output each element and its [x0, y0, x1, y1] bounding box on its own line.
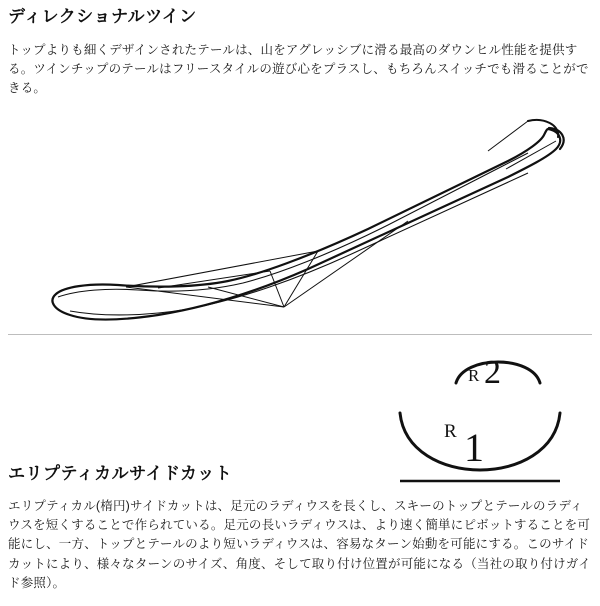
svg-text:1: 1: [464, 425, 484, 471]
ski-outline-diagram: [8, 111, 592, 326]
section-body-elliptical-sidecut: エリプティカル(楕円)サイドカットは、足元のラディウスを長くし、スキーのトップとテールのラディウスを短くすることで作られている。足元の長いラディウスは、より速く簡単にピボットすることを可能にし、一方、トップとテールのより短いラディウスは、容易なターン始動を可能にする。このサイドカットにより、様々なターンのサイズ、角度、そして取り付け位置が可能になる（当社の取り付けガイド参照）。: [8, 498, 591, 591]
svg-text:2: 2: [484, 354, 501, 392]
document-page: [0, 6, 600, 606]
section-body-directional-twin: トップよりも細くデザインされたテールは、山をアグレッシブに滑る最高のダウンヒル性能を提供する。ツインチップのテールはフリースタイルの遊び心をプラスし、もちろんスイッチでも滑ることができる。: [8, 42, 589, 96]
section-title-elliptical-sidecut: エリプティカルサイドカット: [8, 464, 233, 484]
svg-text:R: R: [468, 366, 480, 386]
section-divider: [8, 334, 592, 335]
svg-text:R: R: [444, 421, 457, 443]
section-elliptical-sidecut: [8, 341, 592, 596]
sidecut-text-block: [8, 459, 592, 606]
section-title-directional-twin: ディレクショナルツイン: [8, 7, 197, 26]
